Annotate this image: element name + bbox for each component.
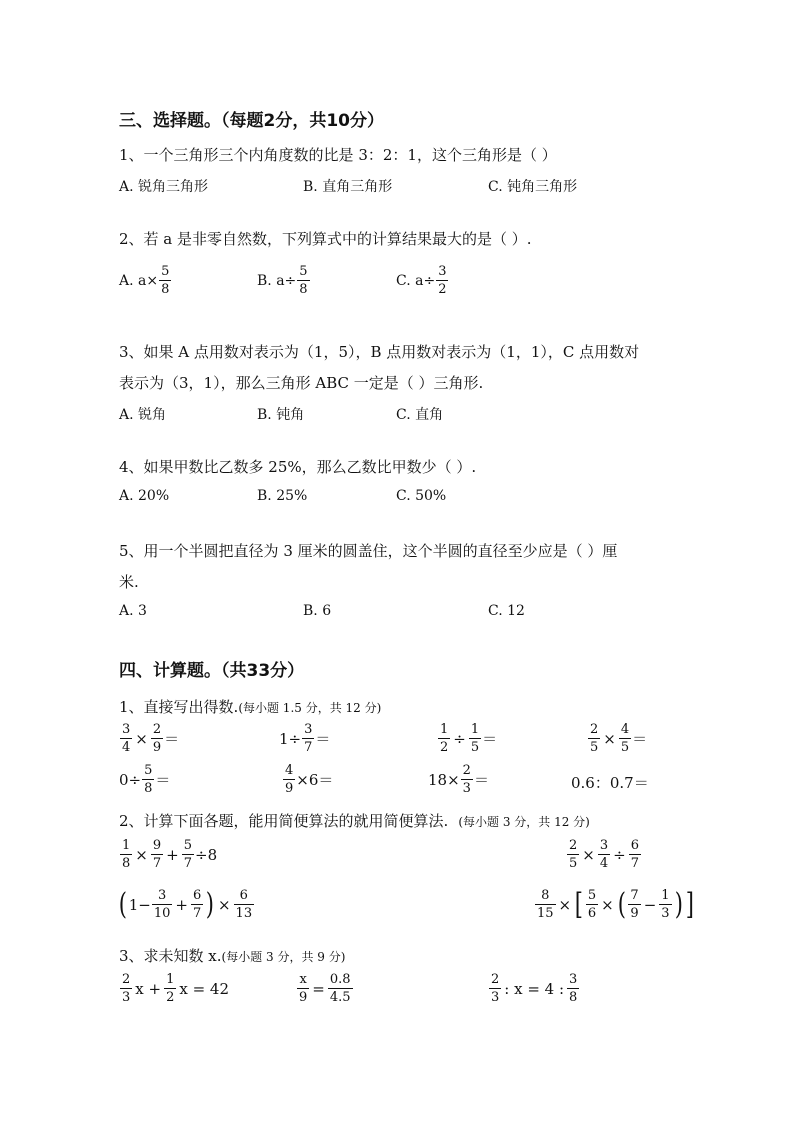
math-symbol: =	[312, 979, 325, 998]
calc-2-3	[117, 888, 255, 921]
math-symbol: ]	[686, 886, 695, 922]
numerator: 3	[304, 722, 313, 737]
fraction	[283, 763, 295, 796]
numerator: 4	[620, 722, 630, 737]
math-symbol: [	[574, 886, 584, 922]
numerator: 2	[122, 972, 131, 987]
denominator: 8	[299, 282, 308, 297]
math-symbol: ×	[582, 845, 595, 864]
q2-option-b[interactable]	[257, 264, 311, 297]
denominator: 8	[161, 282, 170, 297]
numerator: 6	[192, 888, 202, 903]
calc-1-5	[119, 763, 170, 796]
fraction	[567, 972, 579, 1005]
fraction	[120, 838, 132, 871]
numerator: 2	[590, 722, 599, 737]
question-5-line2: 米.	[119, 573, 139, 591]
fraction	[629, 838, 641, 871]
part-3-title: 3、求未知数 x.(每小题 3 分，共 9 分)	[119, 947, 346, 965]
fraction	[302, 722, 314, 755]
calc-2-1	[119, 838, 217, 871]
numerator: 7	[630, 888, 639, 903]
numerator: 1	[166, 972, 175, 987]
part-3-note: (每小题 3 分，共 9 分)	[221, 950, 346, 964]
math-symbol: +	[175, 895, 188, 914]
q4-option-a[interactable]: A. 20%	[119, 488, 170, 504]
fraction	[191, 888, 203, 921]
question-3-line2: 表示为（3，1），那么三角形 ABC 一定是（ ）三角形.	[119, 374, 484, 392]
fraction	[469, 722, 481, 755]
fraction	[164, 972, 176, 1005]
fraction	[120, 722, 132, 755]
numerator: 8	[541, 888, 550, 903]
fraction	[151, 722, 163, 755]
denominator: 10	[153, 906, 171, 921]
math-symbol: : x = 4 :	[504, 979, 565, 998]
math-symbol: ＝	[315, 730, 331, 748]
fraction	[535, 888, 556, 921]
numerator: 3	[157, 888, 167, 903]
denominator: 3	[122, 990, 131, 1005]
numerator: 5	[183, 838, 192, 853]
denominator: 3	[462, 781, 471, 796]
numerator: 1	[122, 838, 131, 853]
denominator: 9	[285, 781, 294, 796]
calc-2-4	[534, 888, 696, 921]
denominator: 9	[299, 990, 308, 1005]
q2-option-a-label: A. a×	[119, 272, 159, 289]
denominator: 3	[661, 906, 670, 921]
math-symbol: ×	[135, 729, 148, 748]
fraction	[436, 264, 448, 297]
math-symbol: −	[643, 895, 657, 914]
part-1-title: 1、直接写出得数.(每小题 1.5 分，共 12 分)	[119, 698, 382, 716]
q5-option-b[interactable]: B. 6	[303, 603, 332, 619]
denominator: 7	[183, 856, 192, 871]
numerator: 1	[661, 888, 670, 903]
question-3-line1: 3、如果 A 点用数对表示为（1，5），B 点用数对表示为（1，1），C 点用数对	[119, 343, 640, 361]
numerator: 3	[122, 722, 131, 737]
denominator: 8	[569, 990, 578, 1005]
denominator: 8	[122, 856, 131, 871]
numerator: 3	[438, 264, 447, 279]
numerator: 6	[239, 888, 248, 903]
numerator: 5	[161, 264, 170, 279]
denominator: 7	[630, 856, 639, 871]
section-3-title: 三、选择题。（每题2分，共10分）	[119, 111, 384, 131]
denominator: 3	[491, 990, 500, 1005]
q4-option-c[interactable]: C. 50%	[396, 488, 447, 504]
equation-3	[488, 972, 580, 1005]
denominator: 2	[440, 740, 449, 755]
part-1-note: (每小题 1.5 分，共 12 分)	[238, 701, 382, 715]
denominator: 7	[304, 740, 313, 755]
math-symbol: ÷	[613, 845, 626, 864]
q5-option-c[interactable]: C. 12	[488, 603, 525, 619]
numerator: 5	[144, 763, 153, 778]
calc-1-2	[279, 722, 330, 755]
q2-option-a[interactable]	[119, 264, 172, 297]
numerator: 3	[599, 838, 609, 853]
math-symbol: ＝	[155, 771, 171, 789]
denominator: 7	[152, 856, 162, 871]
denominator: 2	[438, 282, 447, 297]
math-symbol: )	[206, 886, 215, 922]
denominator: 13	[235, 906, 253, 921]
q3-option-c[interactable]: C. 直角	[396, 407, 444, 423]
numerator: 1	[440, 722, 449, 737]
denominator: 15	[537, 906, 554, 921]
fraction	[461, 763, 473, 796]
q3-option-b[interactable]: B. 钝角	[257, 407, 305, 423]
fraction	[438, 722, 450, 755]
fraction	[234, 888, 255, 921]
math-symbol: 0.6：0.7＝	[571, 774, 649, 792]
math-symbol: x = 42	[179, 979, 230, 998]
math-symbol: ＝	[164, 730, 180, 748]
denominator: 9	[630, 906, 639, 921]
fraction	[588, 722, 600, 755]
fraction	[152, 888, 173, 921]
math-symbol: ×	[601, 895, 614, 914]
fraction	[297, 972, 309, 1005]
q5-option-a[interactable]: A. 3	[119, 603, 147, 619]
math-symbol: ×	[603, 729, 616, 748]
denominator: 6	[587, 906, 597, 921]
numerator: 0.8	[329, 972, 351, 987]
denominator: 5	[590, 740, 599, 755]
math-symbol: 1−	[128, 895, 151, 914]
denominator: 7	[192, 906, 202, 921]
numerator: 4	[285, 763, 294, 778]
numerator: 2	[462, 763, 471, 778]
numerator: 5	[299, 264, 308, 279]
fraction	[586, 888, 598, 921]
numerator: 3	[569, 972, 578, 987]
q1-option-a[interactable]: A. 锐角三角形	[119, 179, 209, 195]
denominator: 8	[144, 781, 153, 796]
numerator: 6	[630, 838, 639, 853]
calc-1-8	[571, 772, 649, 793]
fraction	[567, 838, 579, 871]
question-2-text: 2、若 a 是非零自然数，下列算式中的计算结果最大的是（ ）.	[119, 230, 532, 248]
denominator: 4	[599, 856, 609, 871]
fraction	[182, 838, 194, 871]
fraction	[489, 972, 501, 1005]
q1-option-b[interactable]: B. 直角三角形	[303, 179, 393, 195]
math-symbol: +	[166, 845, 179, 864]
part-2-note: (每小题 3 分，共 12 分)	[458, 815, 590, 829]
math-symbol: (	[617, 886, 626, 922]
fraction	[598, 838, 610, 871]
question-5-line1: 5、用一个半圆把直径为 3 厘米的圆盖住，这个半圆的直径至少应是（ ）厘	[119, 542, 618, 560]
math-symbol: 18×	[428, 770, 460, 789]
q4-option-b[interactable]: B. 25%	[257, 488, 308, 504]
numerator: 2	[491, 972, 500, 987]
fraction	[659, 888, 671, 921]
denominator: 4	[122, 740, 131, 755]
math-symbol: ÷8	[195, 845, 218, 864]
q2-option-c-label: C. a÷	[396, 272, 436, 289]
math-symbol: 1÷	[279, 729, 302, 748]
calc-1-7	[428, 763, 489, 796]
equation-2	[296, 972, 354, 1005]
fraction	[120, 972, 132, 1005]
math-symbol: ×6＝	[296, 771, 334, 789]
fraction	[619, 722, 631, 755]
fraction	[159, 264, 171, 297]
math-symbol: ＝	[482, 730, 498, 748]
numerator: 2	[569, 838, 578, 853]
fraction	[328, 972, 353, 1005]
calc-2-2	[566, 838, 642, 871]
math-symbol: ×	[558, 895, 572, 914]
math-symbol: ＝	[632, 730, 648, 748]
math-symbol: ＝	[473, 771, 489, 789]
fraction	[628, 888, 640, 921]
denominator: 5	[620, 740, 630, 755]
numerator: 1	[470, 722, 480, 737]
numerator: 2	[152, 722, 162, 737]
q3-option-a[interactable]: A. 锐角	[119, 407, 167, 423]
denominator: 5	[569, 856, 578, 871]
fraction	[297, 264, 309, 297]
math-symbol: ×	[135, 845, 148, 864]
numerator: 9	[152, 838, 162, 853]
numerator: x	[299, 972, 307, 987]
math-symbol: x +	[135, 979, 162, 998]
calc-1-4	[587, 722, 647, 755]
section-4-title: 四、计算题。（共33分）	[119, 661, 305, 681]
fraction	[142, 763, 154, 796]
calc-1-3	[437, 722, 497, 755]
q2-option-c[interactable]	[396, 264, 449, 297]
math-symbol: 0÷	[119, 770, 142, 789]
q2-option-b-label: B. a÷	[257, 272, 297, 289]
denominator: 9	[152, 740, 162, 755]
calc-1-1	[119, 722, 179, 755]
question-1-text: 1、一个三角形三个内角度数的比是 3：2：1，这个三角形是（ ）	[119, 146, 557, 164]
calc-1-6	[282, 763, 333, 796]
math-symbol: )	[674, 886, 683, 922]
question-4-text: 4、如果甲数比乙数多 25%，那么乙数比甲数少（ ）.	[119, 458, 477, 476]
math-symbol: ×	[217, 895, 231, 914]
denominator: 2	[166, 990, 175, 1005]
part-2-title: 2、计算下面各题，能用简便算法的就用简便算法. (每小题 3 分，共 12 分)	[119, 812, 590, 830]
q1-option-c[interactable]: C. 钝角三角形	[488, 179, 578, 195]
numerator: 5	[587, 888, 597, 903]
equation-1	[119, 972, 231, 1005]
denominator: 5	[470, 740, 480, 755]
math-symbol: (	[118, 886, 127, 922]
fraction	[151, 838, 163, 871]
denominator: 4.5	[329, 990, 351, 1005]
math-symbol: ÷	[453, 729, 466, 748]
